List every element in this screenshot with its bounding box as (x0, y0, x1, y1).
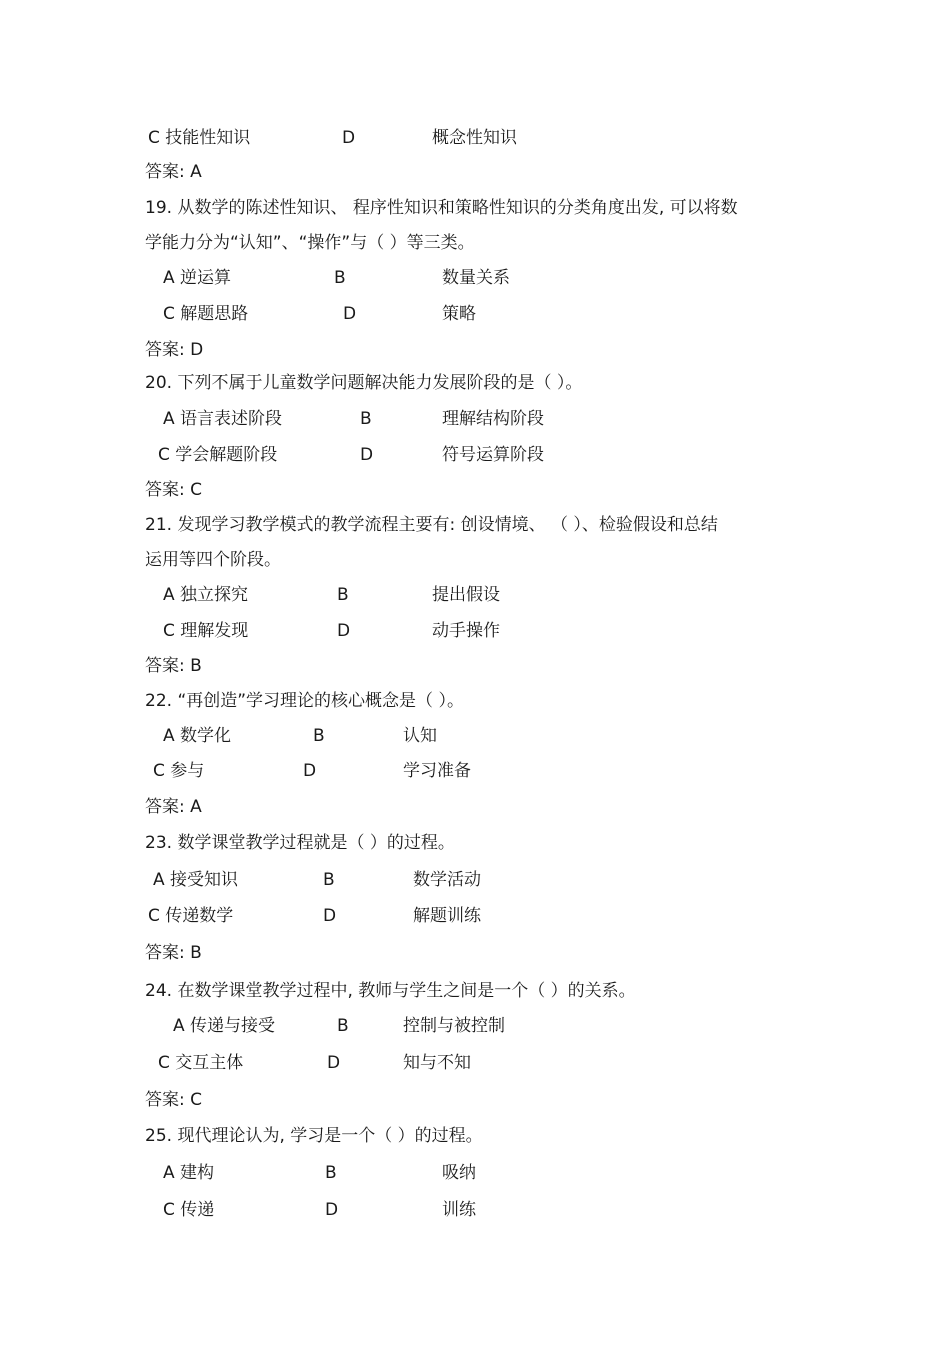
text-line: 答案: D (145, 340, 204, 360)
text-line: D (325, 1200, 339, 1220)
text-line: 21. 发现学习教学模式的教学流程主要有: 创设情境、 （ ）、检验假设和总结 (145, 515, 718, 535)
text-line: 答案: B (145, 656, 202, 676)
text-line: 答案: B (145, 943, 202, 963)
text-line: B (313, 726, 325, 746)
text-line: 数学活动 (413, 870, 481, 890)
text-line: C 解题思路 (163, 304, 249, 324)
text-line: D (327, 1053, 341, 1073)
text-line: 吸纳 (442, 1163, 476, 1183)
text-line: C 参与 (153, 761, 205, 781)
text-line: B (360, 409, 372, 429)
text-line: A 建构 (163, 1163, 215, 1183)
text-line: 答案: C (145, 1090, 203, 1110)
text-line: 训练 (442, 1200, 476, 1220)
text-line: 20. 下列不属于儿童数学问题解决能力发展阶段的是（ ）。 (145, 373, 583, 393)
text-line: 控制与被控制 (403, 1016, 505, 1036)
text-line: A 语言表述阶段 (163, 409, 283, 429)
text-line: D (342, 128, 356, 148)
text-line: B (337, 585, 349, 605)
text-line: 24. 在数学课堂教学过程中, 教师与学生之间是一个（ ）的关系。 (145, 981, 636, 1001)
text-line: 动手操作 (432, 621, 500, 641)
text-line: C 理解发现 (163, 621, 249, 641)
text-line: A 传递与接受 (173, 1016, 276, 1036)
text-line: 答案: A (145, 162, 202, 182)
text-line: C 学会解题阶段 (158, 445, 278, 465)
text-line: 提出假设 (432, 585, 500, 605)
text-line: D (360, 445, 374, 465)
text-line: 认知 (403, 726, 437, 746)
text-line: 学能力分为“认知”、“操作”与（ ）等三类。 (145, 233, 475, 253)
text-line: B (323, 870, 335, 890)
text-line: 知与不知 (403, 1053, 471, 1073)
text-line: 答案: A (145, 797, 202, 817)
text-line: C 技能性知识 (148, 128, 251, 148)
text-line: B (334, 268, 346, 288)
text-line: D (323, 906, 337, 926)
text-line: C 交互主体 (158, 1053, 244, 1073)
text-line: D (303, 761, 317, 781)
text-line: 22. “再创造”学习理论的核心概念是（ ）。 (145, 691, 464, 711)
text-line: A 数学化 (163, 726, 232, 746)
text-line: 答案: C (145, 480, 203, 500)
text-line: 数量关系 (442, 268, 510, 288)
text-line: C 传递 (163, 1200, 215, 1220)
text-line: 策略 (442, 304, 476, 324)
text-line: C 传递数学 (148, 906, 234, 926)
text-line: D (343, 304, 357, 324)
text-line: 解题训练 (413, 906, 481, 926)
text-line: D (337, 621, 351, 641)
text-line: 19. 从数学的陈述性知识、 程序性知识和策略性知识的分类角度出发, 可以将数 (145, 198, 738, 218)
text-line: A 逆运算 (163, 268, 232, 288)
text-line: 理解结构阶段 (442, 409, 544, 429)
text-line: 运用等四个阶段。 (145, 550, 281, 570)
text-line: 概念性知识 (432, 128, 517, 148)
text-line: 学习准备 (403, 761, 471, 781)
text-line: 25. 现代理论认为, 学习是一个（ ）的过程。 (145, 1126, 483, 1146)
text-line: 23. 数学课堂教学过程就是（ ）的过程。 (145, 833, 455, 853)
text-line: A 接受知识 (153, 870, 239, 890)
text-line: 符号运算阶段 (442, 445, 544, 465)
text-line: B (325, 1163, 337, 1183)
text-line: A 独立探究 (163, 585, 249, 605)
text-line: B (337, 1016, 349, 1036)
